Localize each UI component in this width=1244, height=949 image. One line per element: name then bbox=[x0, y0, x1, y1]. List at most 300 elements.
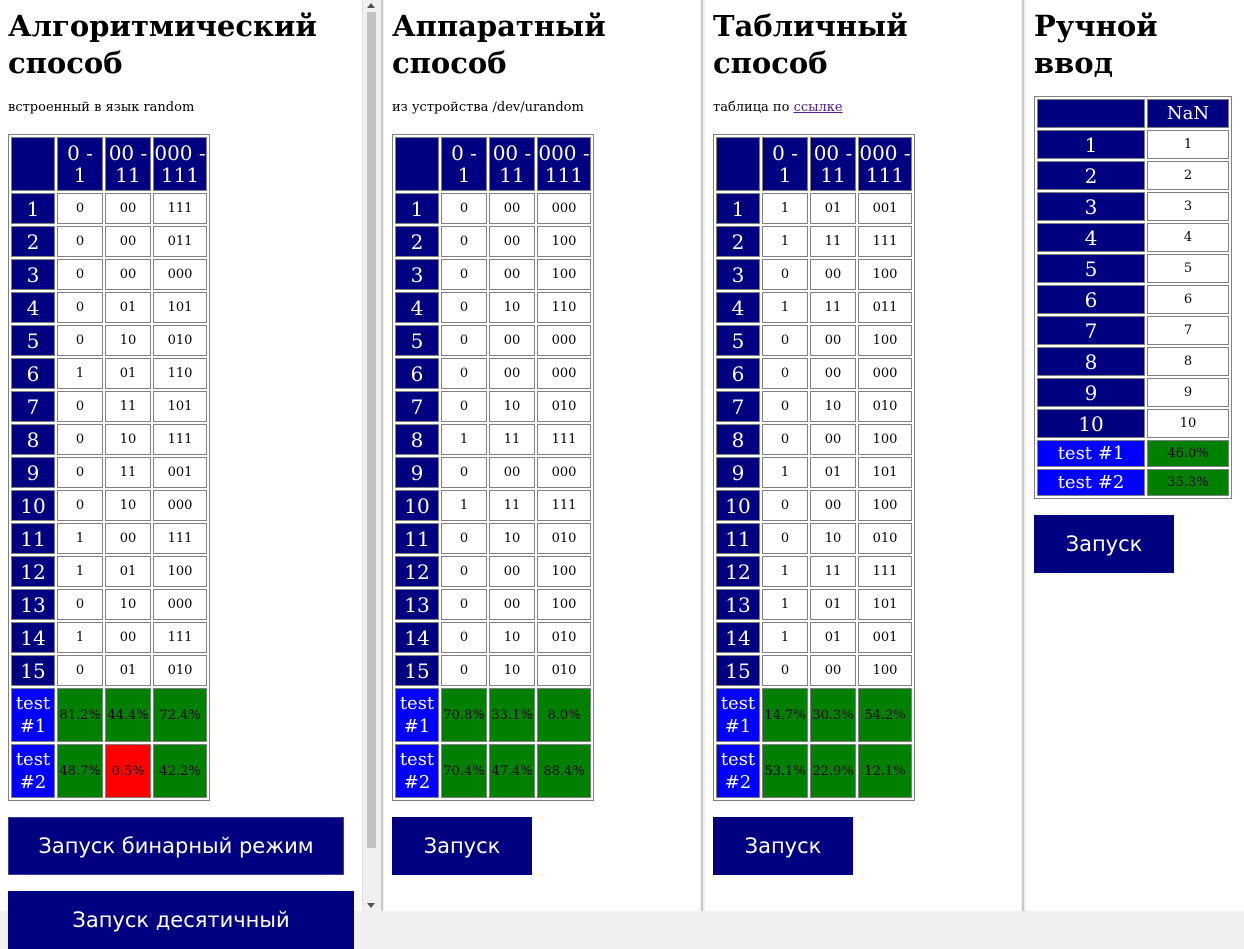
column-header: NaN bbox=[1147, 99, 1229, 128]
value-cell: 0 bbox=[57, 655, 103, 686]
value-cell: 0 bbox=[441, 259, 487, 290]
column-header: 00 - 11 bbox=[105, 137, 151, 191]
input-value-cell[interactable]: 4 bbox=[1147, 223, 1229, 252]
row-number: 7 bbox=[11, 391, 55, 422]
corner-header-cell bbox=[716, 137, 760, 191]
value-cell: 00 bbox=[489, 589, 535, 620]
value-cell: 1 bbox=[762, 292, 808, 323]
input-value-cell[interactable]: 5 bbox=[1147, 254, 1229, 283]
value-cell: 0 bbox=[57, 292, 103, 323]
value-cell: 100 bbox=[858, 424, 912, 455]
input-value-cell[interactable]: 9 bbox=[1147, 378, 1229, 407]
value-cell: 0 bbox=[441, 193, 487, 224]
value-cell: 101 bbox=[858, 589, 912, 620]
value-cell: 00 bbox=[489, 457, 535, 488]
value-cell: 100 bbox=[537, 556, 591, 587]
table-row bbox=[1037, 223, 1229, 252]
value-cell: 0 bbox=[57, 424, 103, 455]
value-cell: 010 bbox=[858, 523, 912, 554]
table-row bbox=[716, 259, 912, 290]
value-cell: 000 bbox=[537, 457, 591, 488]
table-row bbox=[1037, 161, 1229, 190]
row-number: 9 bbox=[395, 457, 439, 488]
panel-manual-input-content bbox=[1034, 0, 1244, 573]
table-row bbox=[395, 523, 591, 554]
table-row bbox=[1037, 254, 1229, 283]
test-row bbox=[716, 744, 912, 798]
row-number: 14 bbox=[716, 622, 760, 653]
panel-title: Аппаратный способ bbox=[392, 9, 606, 80]
column-header: 00 - 11 bbox=[810, 137, 856, 191]
value-cell: 010 bbox=[537, 655, 591, 686]
input-value-cell[interactable]: 2 bbox=[1147, 161, 1229, 190]
table-row bbox=[395, 358, 591, 389]
column-header: 000 - 111 bbox=[858, 137, 912, 191]
row-number: 2 bbox=[395, 226, 439, 257]
panel-divider bbox=[701, 0, 703, 911]
value-cell: 0 bbox=[57, 325, 103, 356]
table-row bbox=[395, 259, 591, 290]
value-cell: 100 bbox=[153, 556, 207, 587]
test-result-pass: 72.4% bbox=[153, 688, 207, 742]
test-result-pass: 42.2% bbox=[153, 744, 207, 798]
table-row bbox=[716, 589, 912, 620]
value-cell: 0 bbox=[57, 457, 103, 488]
panel-title: Ручной ввод bbox=[1034, 9, 1158, 80]
value-cell: 111 bbox=[153, 193, 207, 224]
value-cell: 10 bbox=[105, 490, 151, 521]
row-number: 1 bbox=[1037, 130, 1145, 159]
table-row bbox=[11, 391, 207, 422]
test-label: test #1 bbox=[11, 688, 55, 742]
source-link[interactable]: ссылке bbox=[793, 100, 843, 115]
value-cell: 00 bbox=[489, 556, 535, 587]
row-number: 6 bbox=[716, 358, 760, 389]
value-cell: 1 bbox=[57, 622, 103, 653]
test-row bbox=[395, 744, 591, 798]
column-header: 0 - 1 bbox=[762, 137, 808, 191]
table-row bbox=[11, 325, 207, 356]
test-result-pass: 70.4% bbox=[441, 744, 487, 798]
corner-header-cell bbox=[1037, 99, 1145, 128]
test-result-pass: 47.4% bbox=[489, 744, 535, 798]
row-number: 15 bbox=[395, 655, 439, 686]
scroll-thumb[interactable] bbox=[367, 12, 376, 848]
value-cell: 11 bbox=[489, 490, 535, 521]
run-button[interactable]: Запуск bbox=[1034, 515, 1174, 573]
run-decimal-button[interactable]: Запуск десятичный bbox=[8, 891, 354, 949]
value-cell: 00 bbox=[489, 325, 535, 356]
table-row bbox=[395, 622, 591, 653]
test-row bbox=[1037, 440, 1229, 467]
test-label: test #1 bbox=[1037, 440, 1145, 467]
test-result-pass: 88.4% bbox=[537, 744, 591, 798]
value-cell: 00 bbox=[489, 226, 535, 257]
row-number: 15 bbox=[11, 655, 55, 686]
test-result-pass: 35.3% bbox=[1147, 469, 1229, 496]
row-number: 5 bbox=[1037, 254, 1145, 283]
value-cell: 0 bbox=[441, 556, 487, 587]
value-cell: 010 bbox=[153, 655, 207, 686]
panel-algorithmic-content bbox=[8, 0, 354, 949]
value-cell: 00 bbox=[105, 226, 151, 257]
value-cell: 00 bbox=[489, 193, 535, 224]
value-cell: 1 bbox=[762, 226, 808, 257]
results-table bbox=[713, 134, 915, 801]
row-number: 8 bbox=[395, 424, 439, 455]
input-value-cell[interactable]: 3 bbox=[1147, 192, 1229, 221]
value-cell: 0 bbox=[762, 523, 808, 554]
row-number: 6 bbox=[395, 358, 439, 389]
value-cell: 01 bbox=[105, 358, 151, 389]
table-row bbox=[1037, 285, 1229, 314]
row-number: 11 bbox=[11, 523, 55, 554]
row-number: 4 bbox=[716, 292, 760, 323]
table-row bbox=[395, 589, 591, 620]
value-cell: 111 bbox=[537, 424, 591, 455]
row-number: 1 bbox=[11, 193, 55, 224]
panel-title: Табличный способ bbox=[713, 9, 908, 80]
table-row bbox=[716, 457, 912, 488]
table-row bbox=[716, 226, 912, 257]
value-cell: 0 bbox=[762, 325, 808, 356]
panel-hardware-content bbox=[392, 0, 700, 875]
row-number: 4 bbox=[11, 292, 55, 323]
row-number: 7 bbox=[1037, 316, 1145, 345]
row-number: 8 bbox=[1037, 347, 1145, 376]
value-cell: 10 bbox=[489, 292, 535, 323]
value-cell: 0 bbox=[762, 655, 808, 686]
row-number: 13 bbox=[11, 589, 55, 620]
value-cell: 10 bbox=[810, 523, 856, 554]
table-row bbox=[11, 490, 207, 521]
table-row bbox=[1037, 409, 1229, 438]
row-number: 3 bbox=[11, 259, 55, 290]
table-row bbox=[1037, 316, 1229, 345]
test-label: test #2 bbox=[395, 744, 439, 798]
value-cell: 0 bbox=[441, 523, 487, 554]
test-result-pass: 81.2% bbox=[57, 688, 103, 742]
corner-header-cell bbox=[395, 137, 439, 191]
test-result-pass: 30.3% bbox=[810, 688, 856, 742]
test-result-pass: 8.0% bbox=[537, 688, 591, 742]
value-cell: 01 bbox=[810, 193, 856, 224]
row-number: 14 bbox=[395, 622, 439, 653]
panel-manual-input bbox=[1026, 0, 1244, 911]
value-cell: 110 bbox=[537, 292, 591, 323]
test-row bbox=[1037, 469, 1229, 496]
column-header: 000 - 111 bbox=[153, 137, 207, 191]
value-cell: 111 bbox=[153, 523, 207, 554]
value-cell: 01 bbox=[105, 292, 151, 323]
value-cell: 011 bbox=[153, 226, 207, 257]
table-row bbox=[716, 556, 912, 587]
subtitle-text: таблица по bbox=[713, 100, 794, 115]
panel-hardware bbox=[384, 0, 700, 911]
test-row bbox=[395, 688, 591, 742]
value-cell: 10 bbox=[489, 622, 535, 653]
row-number: 4 bbox=[1037, 223, 1145, 252]
value-cell: 001 bbox=[858, 193, 912, 224]
value-cell: 01 bbox=[810, 589, 856, 620]
value-cell: 10 bbox=[105, 424, 151, 455]
value-cell: 1 bbox=[762, 193, 808, 224]
row-number: 14 bbox=[11, 622, 55, 653]
row-number: 6 bbox=[1037, 285, 1145, 314]
row-number: 2 bbox=[11, 226, 55, 257]
table-row bbox=[716, 292, 912, 323]
value-cell: 10 bbox=[105, 589, 151, 620]
header-row bbox=[716, 137, 912, 191]
value-cell: 00 bbox=[105, 523, 151, 554]
column-header: 000 - 111 bbox=[537, 137, 591, 191]
value-cell: 11 bbox=[810, 556, 856, 587]
table-row bbox=[1037, 130, 1229, 159]
table-row bbox=[716, 523, 912, 554]
value-cell: 1 bbox=[441, 424, 487, 455]
value-cell: 00 bbox=[810, 655, 856, 686]
value-cell: 010 bbox=[153, 325, 207, 356]
input-value-cell[interactable]: 8 bbox=[1147, 347, 1229, 376]
value-cell: 0 bbox=[441, 391, 487, 422]
row-number: 3 bbox=[395, 259, 439, 290]
test-result-pass: 12.1% bbox=[858, 744, 912, 798]
table-row bbox=[395, 457, 591, 488]
table-row bbox=[716, 655, 912, 686]
value-cell: 000 bbox=[858, 358, 912, 389]
column-header: 0 - 1 bbox=[57, 137, 103, 191]
table-row bbox=[395, 325, 591, 356]
value-cell: 010 bbox=[537, 523, 591, 554]
value-cell: 0 bbox=[57, 226, 103, 257]
corner-header-cell bbox=[11, 137, 55, 191]
test-result-pass: 53.1% bbox=[762, 744, 808, 798]
table-row bbox=[11, 556, 207, 587]
panel-divider bbox=[381, 0, 383, 911]
panel-algorithmic bbox=[0, 0, 362, 932]
row-number: 9 bbox=[11, 457, 55, 488]
input-value-cell[interactable]: 7 bbox=[1147, 316, 1229, 345]
header-row bbox=[1037, 99, 1229, 128]
value-cell: 0 bbox=[441, 325, 487, 356]
table-row bbox=[11, 424, 207, 455]
test-result-pass: 33.1% bbox=[489, 688, 535, 742]
test-result-pass: 46.0% bbox=[1147, 440, 1229, 467]
value-cell: 101 bbox=[153, 292, 207, 323]
value-cell: 010 bbox=[537, 622, 591, 653]
value-cell: 0 bbox=[441, 589, 487, 620]
value-cell: 100 bbox=[858, 259, 912, 290]
test-label: test #1 bbox=[716, 688, 760, 742]
value-cell: 101 bbox=[858, 457, 912, 488]
table-row bbox=[11, 292, 207, 323]
input-value-cell[interactable]: 6 bbox=[1147, 285, 1229, 314]
value-cell: 101 bbox=[153, 391, 207, 422]
table-row bbox=[11, 358, 207, 389]
value-cell: 000 bbox=[153, 259, 207, 290]
value-cell: 000 bbox=[153, 589, 207, 620]
scroll-up-arrow-icon[interactable] bbox=[367, 3, 375, 8]
table-row bbox=[395, 490, 591, 521]
table-row bbox=[395, 655, 591, 686]
table-row bbox=[11, 259, 207, 290]
value-cell: 01 bbox=[105, 655, 151, 686]
column-header: 0 - 1 bbox=[441, 137, 487, 191]
value-cell: 00 bbox=[105, 193, 151, 224]
table-row bbox=[11, 655, 207, 686]
value-cell: 0 bbox=[762, 391, 808, 422]
value-cell: 00 bbox=[810, 424, 856, 455]
value-cell: 00 bbox=[489, 259, 535, 290]
run-button[interactable]: Запуск bbox=[713, 817, 853, 875]
panel-table-method bbox=[705, 0, 1021, 911]
run-binary-button[interactable]: Запуск бинарный режим bbox=[8, 817, 344, 875]
value-cell: 11 bbox=[105, 391, 151, 422]
table-row bbox=[395, 391, 591, 422]
table-row bbox=[1037, 347, 1229, 376]
value-cell: 111 bbox=[537, 490, 591, 521]
value-cell: 00 bbox=[810, 490, 856, 521]
value-cell: 0 bbox=[57, 589, 103, 620]
value-cell: 10 bbox=[810, 391, 856, 422]
results-table bbox=[392, 134, 594, 801]
value-cell: 0 bbox=[762, 358, 808, 389]
row-number: 12 bbox=[11, 556, 55, 587]
value-cell: 00 bbox=[810, 325, 856, 356]
test-result-pass: 54.2% bbox=[858, 688, 912, 742]
table-row bbox=[1037, 192, 1229, 221]
value-cell: 1 bbox=[57, 358, 103, 389]
value-cell: 11 bbox=[489, 424, 535, 455]
row-number: 1 bbox=[395, 193, 439, 224]
test-result-pass: 14.7% bbox=[762, 688, 808, 742]
value-cell: 1 bbox=[762, 556, 808, 587]
test-label: test #1 bbox=[395, 688, 439, 742]
value-cell: 10 bbox=[489, 523, 535, 554]
row-number: 3 bbox=[716, 259, 760, 290]
value-cell: 0 bbox=[762, 424, 808, 455]
value-cell: 10 bbox=[489, 655, 535, 686]
value-cell: 010 bbox=[537, 391, 591, 422]
table-row bbox=[395, 424, 591, 455]
row-number: 11 bbox=[716, 523, 760, 554]
value-cell: 01 bbox=[105, 556, 151, 587]
test-row bbox=[11, 744, 207, 798]
value-cell: 100 bbox=[858, 490, 912, 521]
row-number: 11 bbox=[395, 523, 439, 554]
panel-subtitle: встроенный в язык random bbox=[8, 100, 195, 115]
panel-title: Алгоритмический способ bbox=[8, 9, 317, 80]
row-number: 9 bbox=[1037, 378, 1145, 407]
table-row bbox=[716, 622, 912, 653]
test-row bbox=[716, 688, 912, 742]
value-cell: 001 bbox=[153, 457, 207, 488]
row-number: 4 bbox=[395, 292, 439, 323]
value-cell: 11 bbox=[810, 226, 856, 257]
value-cell: 0 bbox=[441, 457, 487, 488]
test-result-fail: 0.5% bbox=[105, 744, 151, 798]
value-cell: 1 bbox=[57, 556, 103, 587]
manual-input-table bbox=[1034, 96, 1232, 499]
value-cell: 01 bbox=[810, 622, 856, 653]
value-cell: 0 bbox=[441, 655, 487, 686]
test-label: test #2 bbox=[1037, 469, 1145, 496]
value-cell: 111 bbox=[858, 226, 912, 257]
panel-divider bbox=[1022, 0, 1024, 911]
header-row bbox=[395, 137, 591, 191]
table-row bbox=[716, 490, 912, 521]
value-cell: 00 bbox=[105, 259, 151, 290]
input-value-cell[interactable]: 10 bbox=[1147, 409, 1229, 438]
value-cell: 0 bbox=[441, 358, 487, 389]
table-row bbox=[11, 523, 207, 554]
table-row bbox=[716, 193, 912, 224]
value-cell: 0 bbox=[762, 259, 808, 290]
row-number: 10 bbox=[1037, 409, 1145, 438]
value-cell: 0 bbox=[441, 292, 487, 323]
row-number: 12 bbox=[716, 556, 760, 587]
value-cell: 00 bbox=[489, 358, 535, 389]
row-number: 13 bbox=[716, 589, 760, 620]
table-row bbox=[11, 457, 207, 488]
value-cell: 000 bbox=[537, 358, 591, 389]
row-number: 5 bbox=[395, 325, 439, 356]
test-label: test #2 bbox=[716, 744, 760, 798]
value-cell: 00 bbox=[810, 259, 856, 290]
value-cell: 10 bbox=[105, 325, 151, 356]
value-cell: 00 bbox=[810, 358, 856, 389]
results-table bbox=[8, 134, 210, 801]
test-result-pass: 22.9% bbox=[810, 744, 856, 798]
value-cell: 000 bbox=[537, 193, 591, 224]
row-number: 15 bbox=[716, 655, 760, 686]
value-cell: 010 bbox=[858, 391, 912, 422]
row-number: 7 bbox=[716, 391, 760, 422]
test-result-pass: 44.4% bbox=[105, 688, 151, 742]
panel-table-method-content bbox=[713, 0, 1021, 875]
value-cell: 1 bbox=[441, 490, 487, 521]
value-cell: 111 bbox=[153, 622, 207, 653]
row-number: 10 bbox=[395, 490, 439, 521]
row-number: 5 bbox=[716, 325, 760, 356]
panel-subtitle bbox=[713, 100, 1021, 116]
value-cell: 110 bbox=[153, 358, 207, 389]
table-row bbox=[11, 226, 207, 257]
row-number: 5 bbox=[11, 325, 55, 356]
value-cell: 0 bbox=[57, 259, 103, 290]
table-row bbox=[395, 556, 591, 587]
value-cell: 01 bbox=[810, 457, 856, 488]
scroll-down-arrow-icon[interactable] bbox=[367, 903, 375, 908]
row-number: 3 bbox=[1037, 192, 1145, 221]
test-result-pass: 48.7% bbox=[57, 744, 103, 798]
table-row bbox=[11, 622, 207, 653]
value-cell: 00 bbox=[105, 622, 151, 653]
row-number: 8 bbox=[11, 424, 55, 455]
table-row bbox=[395, 292, 591, 323]
input-value-cell[interactable]: 1 bbox=[1147, 130, 1229, 159]
run-button[interactable]: Запуск bbox=[392, 817, 532, 875]
row-number: 2 bbox=[716, 226, 760, 257]
table-row bbox=[716, 358, 912, 389]
value-cell: 1 bbox=[762, 622, 808, 653]
vertical-scrollbar[interactable] bbox=[362, 0, 379, 911]
test-label: test #2 bbox=[11, 744, 55, 798]
value-cell: 11 bbox=[105, 457, 151, 488]
value-cell: 100 bbox=[858, 325, 912, 356]
table-row bbox=[395, 226, 591, 257]
table-row bbox=[11, 193, 207, 224]
